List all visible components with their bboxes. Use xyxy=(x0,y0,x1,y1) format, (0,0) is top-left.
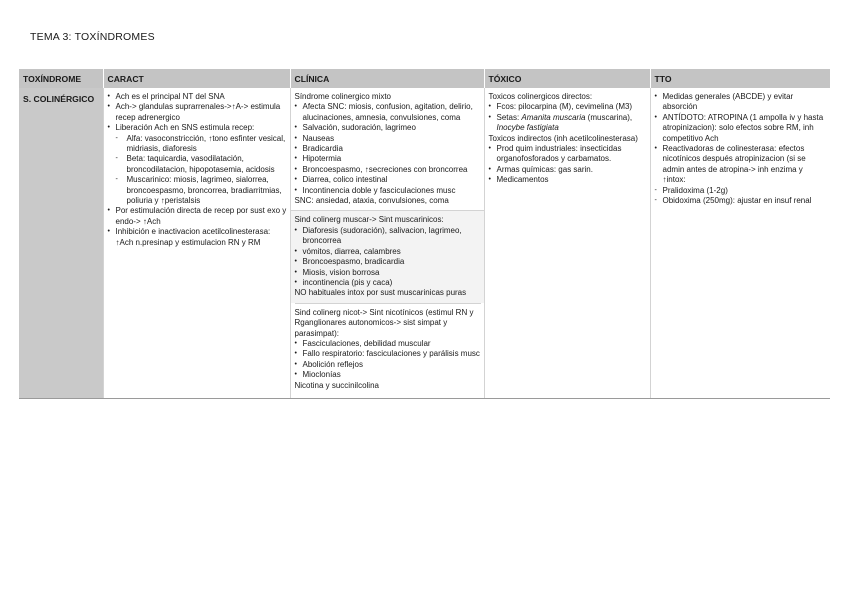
toxidrome-table xyxy=(19,69,830,399)
list-item: • Prod quim industriales: insecticidas organofosforados y carbamatos. xyxy=(489,144,647,165)
clinica-muscarinico-section xyxy=(291,210,484,302)
list-item: • Medidas generales (ABCDE) y evitar absorción xyxy=(655,92,828,113)
toxico-heading-indirect: Toxicos indirectos (inh acetilcolinesterasa) xyxy=(488,133,638,143)
setas-prefix: Setas: xyxy=(496,112,522,122)
list-item: • Reactivadoras de colinesterasa: efectos nicotínicos después atropinizacion (si se admin antes de atropina-> inh enzima y ↑intox: xyxy=(655,144,828,186)
list-item: • vómitos, diarrea, calambres xyxy=(295,247,481,257)
list-item: • Fcos: pilocarpina (M), cevimelina (M3) xyxy=(489,102,647,112)
section-note: NO habituales intox por sust muscarinicas puras xyxy=(294,288,467,298)
toxico-cell xyxy=(484,88,650,398)
sub-list-item: - Alfa: vasoconstricción, ↑tono esfinter vesical, midriasis, diaforesis xyxy=(116,134,287,155)
list-item: • Abolición reflejos xyxy=(295,360,481,370)
list-item: • Ach es el principal NT del SNA xyxy=(108,92,287,102)
list-item: • incontinencia (pis y caca) xyxy=(295,278,481,288)
header-toxindrome: TOXÍNDROME xyxy=(19,69,103,88)
list-item xyxy=(108,123,287,206)
species-name: Inocybe fastigiata xyxy=(496,123,559,133)
header-clinica: CLÍNICA xyxy=(290,69,484,88)
list-item: • Salvación, sudoración, lagrimeo xyxy=(295,123,481,133)
list-item: • Mioclonías xyxy=(295,370,481,380)
section-note: Nicotina y succinilcolina xyxy=(294,380,379,390)
list-item: • Broncoespasmo, ↑secreciones con broncorrea xyxy=(295,165,481,175)
list-item: • Diarrea, colico intestinal xyxy=(295,175,481,185)
list-item: • Afecta SNC: miosis, confusion, agitation, delirio, alucinaciones, amnesia, convulsiones, coma xyxy=(295,102,481,123)
list-item: • Fallo respiratorio: fasciculaciones y parálisis musc xyxy=(295,349,481,359)
list-item: • Incontinencia doble y fasciculaciones musc xyxy=(295,186,481,196)
list-item: • Por estimulación directa de recep por sust exo y endo-> ↑Ach xyxy=(108,206,287,227)
species-name: Amanita muscaria xyxy=(521,112,586,122)
toxico-heading-direct: Toxicos colinergicos directos: xyxy=(488,92,593,101)
clinica-nicotinico-section xyxy=(295,303,481,395)
sub-list-item: - Beta: taquicardia, vasodilatación, broncodilatacion, hipopotasemia, acidosis xyxy=(116,154,287,175)
setas-mid: (muscarina), xyxy=(585,112,633,122)
tto-cell xyxy=(650,88,830,398)
header-toxico: TÓXICO xyxy=(484,69,650,88)
list-item: - Pralidoxima (1-2g) xyxy=(655,186,828,196)
list-item: • Medicamentos xyxy=(489,175,647,185)
list-item: • Hipotermia xyxy=(295,154,481,164)
list-item: - Obidoxima (250mg): ajustar en insuf renal xyxy=(655,196,828,206)
caract-list xyxy=(108,92,287,248)
header-tto: TTO xyxy=(650,69,830,88)
list-item: • Miosis, vision borrosa xyxy=(295,268,481,278)
list-item: • Diaforesis (sudoración), salivacion, lagrimeo, broncorrea xyxy=(295,226,481,247)
table-row xyxy=(19,88,830,398)
list-item: • Inhibición e inactivacion acetilcolinesterasa: ↑Ach n.presinap y estimulacion RN y RM xyxy=(108,227,287,248)
list-item-text: Liberación Ach en SNS estimula recep: xyxy=(115,123,255,133)
header-caract: CARACT xyxy=(103,69,290,88)
page-title: TEMA 3: TOXÍNDROMES xyxy=(30,31,155,43)
list-item: • Ach-> glandulas suprarrenales->↑A-> estimula recep adrenergico xyxy=(108,102,287,123)
toxindrome-name: S. COLINÉRGICO xyxy=(19,88,103,398)
list-item xyxy=(489,113,647,134)
caract-cell xyxy=(103,88,290,398)
section-note: SNC: ansiedad, ataxia, convulsiones, coma xyxy=(294,196,449,206)
clinica-cell xyxy=(290,88,484,398)
list-item: • Broncoespasmo, bradicardia xyxy=(295,257,481,267)
sub-list-item: - Muscarinico: miosis, lagrimeo, sialorrea, broncoespasmo, broncorrea, bradiarritmias, poliuria y ↑peristalsis xyxy=(116,175,287,206)
list-item: • Fasciculaciones, debilidad muscular xyxy=(295,339,481,349)
list-item: • ANTÍDOTO: ATROPINA (1 ampolla iv y hasta atropinizacion): solo efectos sobre RM, inh competitivo Ach xyxy=(655,113,828,144)
section-intro: Sind colinerg muscar-> Sint muscarinicos: xyxy=(294,215,444,225)
list-item: • Nauseas xyxy=(295,134,481,144)
table-header-row xyxy=(19,69,830,88)
list-item: • Bradicardia xyxy=(295,144,481,154)
clinica-mixto-section xyxy=(295,92,481,210)
list-item: • Armas químicas: gas sarin. xyxy=(489,165,647,175)
section-intro: Sind colinerg nicot-> Sint nicotínicos (estimul RN y Rganglionares autonomicos-> sist simpat y parasimpat): xyxy=(294,307,474,338)
section-intro: Síndrome colinergico mixto xyxy=(294,92,391,101)
